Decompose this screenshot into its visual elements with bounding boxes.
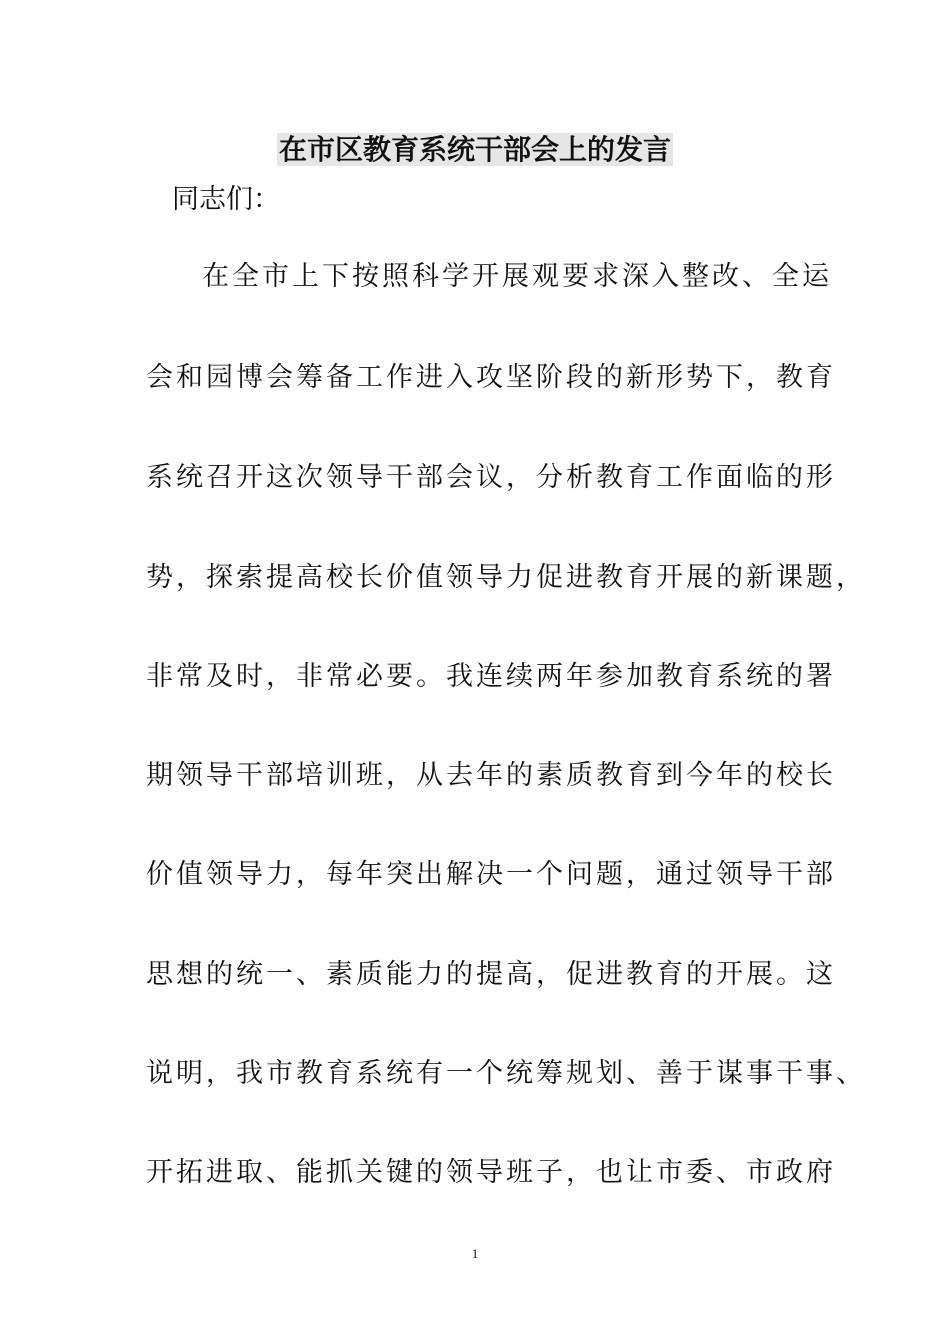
body-line: 价值领导力，每年突出解决一个问题，通过领导干部 (146, 859, 836, 890)
body-line: 开拓进取、能抓关键的领导班子，也让市委、市政府 (146, 1157, 836, 1188)
document-title (0, 130, 950, 170)
body-line: 思想的统一、素质能力的提高，促进教育的开展。这 (146, 959, 836, 990)
body-line: 在全市上下按照科学开展观要求深入整改、全运 (202, 261, 832, 292)
page-number: 1 (471, 1246, 479, 1261)
body-line: 势，探索提高校长价值领导力促进教育开展的新课题， (146, 562, 866, 593)
body-line: 说明，我市教育系统有一个统筹规划、善于谋事干事、 (146, 1058, 866, 1089)
body-line: 期领导干部培训班，从去年的素质教育到今年的校长 (146, 760, 836, 791)
salutation: 同志们： (172, 184, 280, 215)
body-line: 系统召开这次领导干部会议，分析教育工作面临的形 (146, 462, 836, 493)
body-line: 非常及时，非常必要。我连续两年参加教育系统的署 (146, 661, 836, 692)
document-title-text: 在市区教育系统干部会上的发言 (278, 133, 671, 166)
body-line: 会和园博会筹备工作进入攻坚阶段的新形势下，教育 (146, 362, 836, 393)
